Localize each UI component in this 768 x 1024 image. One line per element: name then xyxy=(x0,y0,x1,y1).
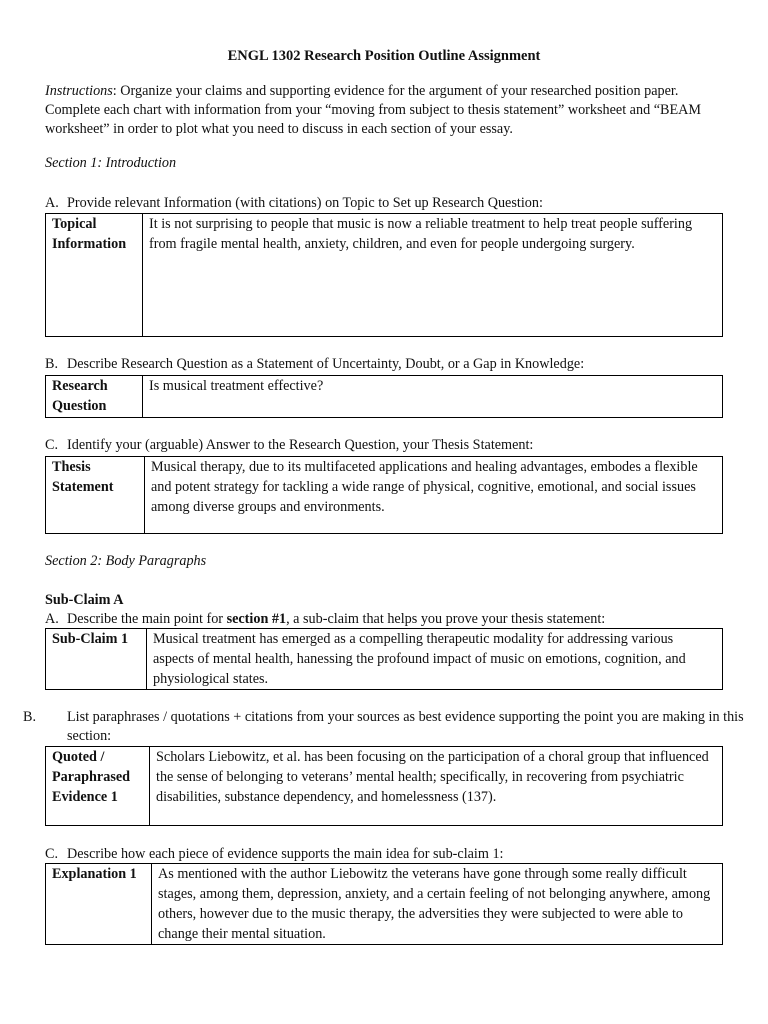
section2-question-c xyxy=(45,845,735,864)
section1-question-b xyxy=(45,355,735,374)
question-letter: C. xyxy=(45,437,59,453)
section1-question-a xyxy=(45,194,735,213)
document-title: ENGL 1302 Research Position Outline Assignment xyxy=(227,48,541,64)
chart-content: It is not surprising to people that music is now a reliable treatment to help treat people suffering from fragile mental health, anxiety, children, and even for people undergoing surgery. xyxy=(143,214,723,337)
chart-label: Explanation 1 xyxy=(46,864,152,945)
question-text: Describe Research Question as a Statement of Uncertainty, Doubt, or a Gap in Knowledge: xyxy=(67,356,585,372)
chart-label: Topical Information xyxy=(46,214,143,337)
section1-question-c xyxy=(45,436,735,455)
instructions-label: Instructions xyxy=(45,83,113,99)
topical-information-chart xyxy=(45,213,723,337)
evidence-1-chart xyxy=(45,746,723,826)
question-text: Identify your (arguable) Answer to the Research Question, your Thesis Statement: xyxy=(67,437,534,453)
question-letter: C. xyxy=(45,846,59,862)
chart-label: Thesis Statement xyxy=(46,457,145,534)
question-text: Describe how each piece of evidence supports the main idea for sub-claim 1: xyxy=(67,846,504,862)
subclaim-a-heading: Sub-Claim A xyxy=(45,592,124,608)
question-text-bold: section #1 xyxy=(226,611,287,627)
section2-question-b xyxy=(23,708,757,746)
question-text: Describe the main point for xyxy=(67,611,227,627)
chart-label: Research Question xyxy=(46,376,143,418)
instructions-text: : Organize your claims and supporting evidence for the argument of your researched position paper. Complete each chart with information from your “moving from subject to thesis statement” worksheet and “BEAM worksheet” in order to plot what you need to discuss in each section of your essay. xyxy=(45,83,702,137)
question-text-end: , a sub-claim that helps you prove your thesis statement: xyxy=(286,611,606,627)
question-letter: A. xyxy=(45,195,59,211)
section2-question-a xyxy=(45,610,735,629)
question-letter: A. xyxy=(45,611,59,627)
section2-heading: Section 2: Body Paragraphs xyxy=(45,553,207,569)
chart-content: Musical therapy, due to its multifaceted applications and healing advantages, embodes a flexible and potent strategy for tackling a wide range of physical, cognitive, emotional, and social issues among diverse groups and environments. xyxy=(145,457,723,534)
chart-content: Scholars Liebowitz, et al. has been focusing on the participation of a choral group that influenced the sense of belonging to veterans’ mental health; specifically, in recovering from psychiatric disabilities, substance dependency, and homelessness (137). xyxy=(150,747,723,826)
chart-content: As mentioned with the author Liebowitz the veterans have gone through some really difficult stages, among them, depression, anxiety, and a certain feeling of not belonging anywhere, among others, however due to the music therapy, the adversities they were subjected to were able to change their mental situation. xyxy=(152,864,723,945)
chart-content: Musical treatment has emerged as a compelling therapeutic modality for addressing various aspects of mental health, hanessing the profound impact of music on emotions, cognition, and physiological states. xyxy=(147,629,723,690)
research-question-chart xyxy=(45,375,723,418)
question-text: List paraphrases / quotations + citations from your sources as best evidence supporting the point you are making in this section: xyxy=(67,709,744,744)
chart-label: Sub-Claim 1 xyxy=(46,629,147,690)
question-letter: B. xyxy=(23,709,37,725)
chart-label: Quoted / Paraphrased Evidence 1 xyxy=(46,747,150,826)
instructions-paragraph xyxy=(45,82,735,139)
explanation-1-chart xyxy=(45,863,723,945)
subclaim-1-chart xyxy=(45,628,723,690)
chart-content: Is musical treatment effective? xyxy=(143,376,723,418)
question-letter: B. xyxy=(45,356,59,372)
section1-heading: Section 1: Introduction xyxy=(45,155,177,171)
question-text: Provide relevant Information (with citations) on Topic to Set up Research Question: xyxy=(67,195,543,211)
thesis-statement-chart xyxy=(45,456,723,534)
